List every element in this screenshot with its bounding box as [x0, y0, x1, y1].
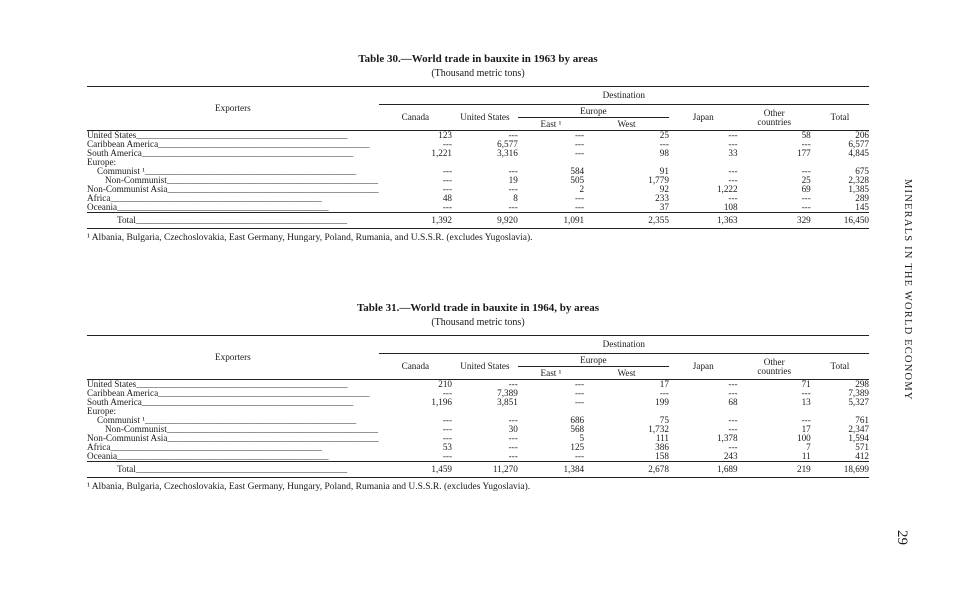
cell-west: 37: [659, 202, 669, 212]
header-west: West: [617, 367, 636, 378]
cell-us: ---: [508, 166, 518, 176]
cell-other: 100: [796, 433, 811, 443]
cell-us: ---: [452, 131, 518, 141]
cell-total: 412: [855, 451, 869, 461]
running-head-vertical: MINERALS IN THE WORLD ECONOMY: [902, 179, 913, 401]
total-total: 18,699: [811, 462, 869, 478]
dot-leader: ______________________________________________: [136, 130, 348, 140]
table-unit: (Thousand metric tons): [431, 68, 525, 79]
row-label: Africa______________________________________________: [87, 194, 322, 203]
cell-total: 2,347: [848, 424, 869, 434]
cell-other: 7: [806, 442, 811, 452]
table-row: [87, 158, 869, 167]
header-total: Total: [830, 361, 850, 371]
cell-other: 58: [738, 131, 811, 141]
row-label: Africa______________________________________________: [87, 443, 322, 452]
total-canada: 1,392: [379, 213, 452, 229]
cell-canada: ---: [442, 202, 453, 212]
row-label: Total______________________________________________: [87, 462, 379, 478]
cell-canada: ---: [442, 451, 453, 461]
total-east: 1,384: [518, 462, 584, 478]
table-row: [87, 389, 869, 398]
cell-japan: ---: [728, 415, 738, 425]
dot-leader: ______________________________________________: [167, 434, 379, 443]
dot-leader: ______________________________________________: [141, 398, 354, 407]
table-row: [87, 425, 869, 434]
total-west: 2,678: [584, 462, 669, 478]
cell-canada: 123: [379, 131, 452, 141]
row-label: Total______________________________________________: [87, 213, 379, 229]
dot-leader: ______________________________________________: [110, 194, 322, 203]
row-label: Non-Communist Asia______________________________________________: [87, 434, 379, 443]
cell-canada: ---: [442, 175, 453, 185]
dot-leader: ______________________________________________: [110, 443, 322, 452]
cell-us: [452, 158, 518, 167]
cell-us: 19: [508, 175, 518, 185]
row-label: Caribbean America______________________________________________: [87, 389, 370, 398]
table-unit: (Thousand metric tons): [431, 317, 525, 328]
cell-east: ---: [574, 397, 585, 407]
cell-canada: 53: [442, 442, 453, 452]
trade-table: [87, 86, 869, 229]
cell-japan: ---: [669, 131, 738, 141]
cell-total: 675: [855, 166, 869, 176]
cell-us: 8: [513, 193, 518, 203]
row-label: Europe:: [87, 158, 117, 167]
cell-japan: ---: [728, 139, 738, 149]
row-label: United States______________________________________________: [87, 380, 379, 390]
header-east: East ¹: [540, 367, 562, 378]
total-other: 329: [738, 213, 811, 229]
cell-total: 7,389: [848, 388, 869, 398]
total-us: 11,270: [452, 462, 518, 478]
header-destination: Destination: [379, 336, 869, 354]
table-title: Table 30.—World trade in bauxite in 1963 by areas: [358, 53, 598, 65]
cell-us: ---: [508, 202, 518, 212]
dot-leader: ______________________________________________: [158, 389, 370, 398]
row-label: Non-Communist Asia______________________________________________: [87, 185, 379, 194]
cell-west: [584, 407, 669, 416]
cell-east: ---: [574, 193, 585, 203]
cell-us: ---: [508, 442, 518, 452]
cell-east: 568: [570, 424, 585, 434]
cell-canada: [379, 158, 452, 167]
trade-table: [87, 335, 869, 478]
cell-us: 3,851: [497, 397, 518, 407]
cell-japan: [669, 407, 738, 416]
header-total: Total: [830, 112, 850, 122]
header-other-countries: Other countries: [757, 356, 792, 376]
cell-east: ---: [574, 148, 585, 158]
footnote: ¹ Albania, Bulgaria, Czechoslovakia, East Germany, Hungary, Poland, Rumania and U.S.S.R. (excludes Yugoslavia).: [87, 482, 531, 492]
cell-west: 386: [655, 442, 669, 452]
cell-us: ---: [508, 415, 518, 425]
cell-east: 584: [570, 166, 585, 176]
header-exporters: Exporters: [87, 336, 379, 380]
cell-west: 98: [659, 148, 669, 158]
total-west: 2,355: [584, 213, 669, 229]
cell-west: 25: [584, 131, 669, 141]
cell-other: 13: [801, 397, 811, 407]
dot-leader: ______________________________________________: [117, 452, 329, 461]
cell-west: 158: [655, 451, 669, 461]
dot-leader: ______________________________________________: [135, 464, 348, 474]
header-canada: Canada: [401, 361, 430, 371]
total-japan: 1,689: [669, 462, 738, 478]
row-label: Oceania______________________________________________: [87, 203, 329, 212]
cell-west: 233: [655, 193, 669, 203]
cell-japan: 68: [728, 397, 738, 407]
cell-other: 11: [801, 451, 811, 461]
page-number: 29: [894, 529, 910, 545]
cell-total: 2,328: [848, 175, 869, 185]
header-europe: Europe: [518, 105, 669, 118]
cell-total: 145: [855, 202, 869, 212]
cell-east: ---: [574, 388, 585, 398]
table-row: [87, 407, 869, 416]
table-title: Table 31.—World trade in bauxite in 1964, by areas: [356, 302, 600, 314]
cell-total: 5,327: [848, 397, 869, 407]
table-row: [87, 185, 869, 194]
cell-japan: ---: [728, 388, 738, 398]
cell-west: ---: [659, 388, 669, 398]
dot-leader: ______________________________________________: [141, 149, 354, 158]
cell-canada: 1,196: [431, 397, 453, 407]
cell-total: 4,845: [848, 148, 869, 158]
dot-leader: ______________________________________________: [166, 425, 379, 434]
header-japan: Japan: [692, 112, 714, 122]
cell-total: 6,577: [848, 139, 869, 149]
cell-japan: 33: [728, 148, 738, 158]
cell-east: ---: [574, 139, 585, 149]
dot-leader: ______________________________________________: [167, 185, 379, 194]
cell-west: 91: [659, 166, 669, 176]
cell-japan: ---: [728, 424, 738, 434]
row-label: Oceania______________________________________________: [87, 452, 329, 461]
table-row: [87, 398, 869, 407]
row-label: Caribbean America______________________________________________: [87, 140, 370, 149]
cell-japan: 243: [723, 451, 738, 461]
row-label: Europe:: [87, 407, 117, 416]
cell-east: ---: [574, 451, 585, 461]
header-west: West: [617, 118, 636, 129]
cell-japan: 108: [723, 202, 738, 212]
cell-west: 17: [584, 380, 669, 390]
total-other: 219: [738, 462, 811, 478]
cell-other: [738, 158, 811, 167]
cell-canada: ---: [442, 433, 453, 443]
cell-other: 69: [801, 184, 811, 194]
cell-japan: ---: [728, 193, 738, 203]
dot-leader: ______________________________________________: [136, 379, 348, 389]
cell-us: 7,389: [497, 388, 518, 398]
cell-east: 2: [579, 184, 585, 194]
cell-canada: 210: [379, 380, 452, 390]
cell-japan: ---: [728, 166, 738, 176]
cell-west: 1,779: [648, 175, 669, 185]
cell-japan: 1,222: [716, 184, 738, 194]
table-row: [87, 380, 869, 390]
table-row: [87, 167, 869, 176]
cell-japan: [669, 158, 738, 167]
header-united-states: United States: [460, 361, 510, 371]
dot-leader: ______________________________________________: [144, 167, 357, 176]
cell-east: 5: [579, 433, 585, 443]
cell-japan: ---: [728, 175, 738, 185]
cell-total: 1,385: [848, 184, 869, 194]
cell-east: ---: [574, 202, 585, 212]
table-row: [87, 140, 869, 149]
cell-other: 17: [801, 424, 811, 434]
total-canada: 1,459: [379, 462, 452, 478]
row-label: Non-Communist______________________________________________: [105, 425, 379, 434]
cell-other: ---: [801, 202, 811, 212]
cell-canada: ---: [442, 166, 453, 176]
cell-total: 571: [855, 442, 869, 452]
header-europe: Europe: [518, 354, 669, 367]
row-label: Non-Communist______________________________________________: [105, 176, 379, 185]
cell-canada: ---: [442, 184, 453, 194]
table-row: [87, 149, 869, 158]
cell-us: 6,577: [497, 139, 518, 149]
total-us: 9,920: [452, 213, 518, 229]
cell-east: 686: [570, 415, 585, 425]
cell-west: 75: [659, 415, 669, 425]
cell-total: 298: [811, 380, 869, 390]
cell-other: 71: [738, 380, 811, 390]
cell-total: 761: [855, 415, 869, 425]
row-label: United States______________________________________________: [87, 131, 379, 141]
cell-us: 3,316: [497, 148, 518, 158]
cell-other: ---: [801, 388, 811, 398]
cell-canada: ---: [442, 424, 453, 434]
cell-japan: 1,378: [716, 433, 738, 443]
dot-leader: ______________________________________________: [166, 176, 379, 185]
cell-canada: ---: [442, 415, 453, 425]
header-japan: Japan: [692, 361, 714, 371]
cell-other: 25: [801, 175, 811, 185]
table-row: [87, 416, 869, 425]
dot-leader: ______________________________________________: [117, 203, 329, 212]
cell-east: ---: [518, 131, 584, 141]
cell-east: ---: [518, 380, 584, 390]
table-row: [87, 434, 869, 443]
cell-west: 1,732: [648, 424, 669, 434]
cell-us: ---: [508, 433, 518, 443]
row-label: Communist ¹______________________________________________: [97, 416, 357, 425]
cell-west: 92: [659, 184, 669, 194]
cell-canada: [379, 407, 452, 416]
total-east: 1,091: [518, 213, 584, 229]
cell-west: 199: [655, 397, 669, 407]
dot-leader: ______________________________________________: [158, 140, 370, 149]
cell-canada: ---: [442, 388, 453, 398]
cell-japan: ---: [669, 380, 738, 390]
header-united-states: United States: [460, 112, 510, 122]
header-destination: Destination: [379, 87, 869, 105]
table-row: [87, 452, 869, 462]
cell-other: 177: [796, 148, 811, 158]
table-row: [87, 203, 869, 213]
cell-other: ---: [801, 193, 811, 203]
cell-canada: 1,221: [431, 148, 453, 158]
cell-other: ---: [801, 139, 811, 149]
total-row: [87, 462, 869, 478]
cell-east: 505: [570, 175, 585, 185]
cell-east: 125: [570, 442, 585, 452]
cell-japan: ---: [728, 442, 738, 452]
table-row: [87, 443, 869, 452]
cell-canada: ---: [442, 139, 453, 149]
total-total: 16,450: [811, 213, 869, 229]
table-30-block: [87, 53, 869, 243]
cell-other: ---: [801, 166, 811, 176]
cell-us: ---: [508, 451, 518, 461]
total-row: [87, 213, 869, 229]
cell-total: 1,594: [848, 433, 869, 443]
cell-us: ---: [452, 380, 518, 390]
cell-west: ---: [659, 139, 669, 149]
cell-total: 206: [811, 131, 869, 141]
dot-leader: ______________________________________________: [135, 215, 348, 225]
cell-other: [738, 407, 811, 416]
cell-canada: 48: [442, 193, 453, 203]
row-label: South America______________________________________________: [87, 149, 354, 158]
table-row: [87, 131, 869, 141]
table-row: [87, 176, 869, 185]
cell-other: ---: [801, 415, 811, 425]
header-other-countries: Other countries: [757, 107, 792, 127]
total-japan: 1,363: [669, 213, 738, 229]
cell-us: [452, 407, 518, 416]
cell-total: 289: [855, 193, 869, 203]
footnote: ¹ Albania, Bulgaria, Czechoslovakia, East Germany, Hungary, Poland, Rumania, and U.S.S.R. (excludes Yugoslavia).: [87, 233, 533, 243]
header-canada: Canada: [401, 112, 430, 122]
header-east: East ¹: [540, 118, 562, 129]
table-31-block: [87, 302, 869, 492]
cell-us: 30: [508, 424, 518, 434]
row-label: South America______________________________________________: [87, 398, 354, 407]
cell-west: [584, 158, 669, 167]
table-row: [87, 194, 869, 203]
cell-west: 111: [655, 433, 669, 443]
dot-leader: ______________________________________________: [144, 416, 357, 425]
cell-us: ---: [508, 184, 518, 194]
header-exporters: Exporters: [87, 87, 379, 131]
row-label: Communist ¹______________________________________________: [97, 167, 357, 176]
